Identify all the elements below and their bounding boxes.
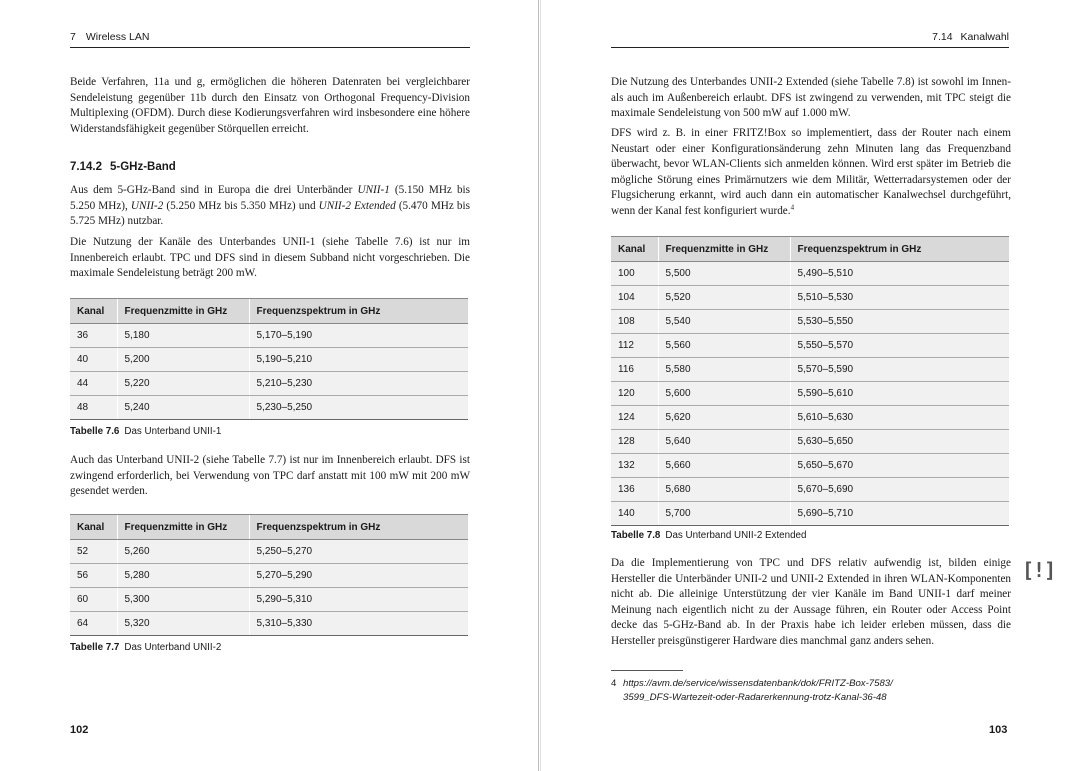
running-head-right — [611, 31, 1009, 48]
chapter-title: Wireless LAN — [85, 31, 150, 43]
intro-paragraph: Beide Verfahren, 11a und g, ermöglichen die höheren Datenraten bei vergleichbarer Sendeleistung gegenüber 11b durch den Einsatz von Orthogonal Frequency-Division Multiplexing (OFDM). Durch diese Kodierungsverfahren wird insbesondere eine höhere Widerstandsfähigkeit gegenüber Störquellen erreicht. — [70, 76, 470, 135]
column-header: Kanal — [70, 515, 117, 540]
cell-frequenzmitte: 5,660 — [658, 454, 790, 478]
cell-frequenzmitte: 5,580 — [658, 358, 790, 382]
cell-kanal: 116 — [611, 358, 658, 382]
caption-label: Tabelle 7.6 — [70, 426, 120, 437]
table-row — [611, 262, 1009, 286]
right-page — [540, 0, 1080, 771]
term-unii2: UNII-2 — [130, 199, 164, 212]
cell-frequenzspektrum: 5,610–5,630 — [790, 406, 1009, 430]
caption-text: Das Unterband UNII-2 — [124, 642, 222, 653]
cell-frequenzmitte: 5,700 — [658, 502, 790, 526]
cell-kanal: 100 — [611, 262, 658, 286]
cell-kanal: 124 — [611, 406, 658, 430]
cell-frequenzspektrum: 5,630–5,650 — [790, 430, 1009, 454]
table-row — [70, 540, 468, 564]
table-row — [70, 564, 468, 588]
table-row — [611, 454, 1009, 478]
cell-frequenzspektrum: 5,270–5,290 — [249, 564, 468, 588]
cell-kanal: 128 — [611, 430, 658, 454]
cell-frequenzmitte: 5,240 — [117, 396, 249, 420]
cell-frequenzmitte: 5,220 — [117, 372, 249, 396]
table-row — [70, 324, 468, 348]
table-unii2-extended — [611, 236, 1009, 526]
caption-label: Tabelle 7.8 — [611, 530, 661, 541]
cell-kanal: 104 — [611, 286, 658, 310]
cell-frequenzspektrum: 5,670–5,690 — [790, 478, 1009, 502]
cell-kanal: 136 — [611, 478, 658, 502]
footnote-url-line: 3599_DFS-Wartezeit-oder-Radarerkennung-trotz-Kanal-36-48 — [623, 691, 887, 703]
column-header: Frequenzmitte in GHz — [658, 237, 790, 262]
cell-frequenzspektrum: 5,590–5,610 — [790, 382, 1009, 406]
cell-frequenzspektrum: 5,210–5,230 — [249, 372, 468, 396]
cell-kanal: 60 — [70, 588, 117, 612]
footnote-link[interactable] — [623, 677, 1011, 704]
cell-frequenzspektrum: 5,230–5,250 — [249, 396, 468, 420]
section-title: 5-GHz-Band — [109, 161, 176, 173]
paragraph-dfs — [611, 126, 1011, 220]
text-run: (5.250 MHz bis 5.350 MHz) und — [163, 199, 319, 212]
footnote-rule — [611, 670, 683, 671]
cell-kanal: 40 — [70, 348, 117, 372]
table-row — [611, 286, 1009, 310]
page-number-right: 103 — [989, 724, 1008, 736]
table-row — [70, 588, 468, 612]
table-row — [611, 358, 1009, 382]
table-header-row — [70, 515, 468, 540]
table-unii1 — [70, 298, 468, 420]
column-header: Frequenzspektrum in GHz — [249, 299, 468, 324]
cell-frequenzspektrum: 5,690–5,710 — [790, 502, 1009, 526]
cell-frequenzmitte: 5,540 — [658, 310, 790, 334]
table-caption — [611, 530, 806, 541]
table-row — [70, 612, 468, 636]
gutter-line — [538, 0, 539, 771]
table-row — [611, 406, 1009, 430]
cell-frequenzspektrum: 5,550–5,570 — [790, 334, 1009, 358]
cell-kanal: 64 — [70, 612, 117, 636]
section-heading — [70, 161, 176, 173]
caption-text: Das Unterband UNII-2 Extended — [665, 530, 807, 541]
footnote-url-line: https://avm.de/service/wissensdatenbank/dok/FRITZ-Box-7583/ — [623, 678, 893, 689]
table-row — [70, 348, 468, 372]
cell-frequenzspektrum: 5,530–5,550 — [790, 310, 1009, 334]
cell-frequenzspektrum: 5,510–5,530 — [790, 286, 1009, 310]
cell-kanal: 120 — [611, 382, 658, 406]
cell-frequenzspektrum: 5,290–5,310 — [249, 588, 468, 612]
table-row — [611, 334, 1009, 358]
table-row — [70, 396, 468, 420]
cell-kanal: 44 — [70, 372, 117, 396]
table-unii2 — [70, 514, 468, 636]
section-number: 7.14.2 — [70, 161, 102, 173]
page-number-left: 102 — [70, 724, 89, 736]
cell-frequenzspektrum: 5,170–5,190 — [249, 324, 468, 348]
table-row — [611, 430, 1009, 454]
table-row — [611, 478, 1009, 502]
column-header: Frequenzspektrum in GHz — [249, 515, 468, 540]
table-header-row — [70, 299, 468, 324]
paragraph-unii2: Auch das Unterband UNII-2 (siehe Tabelle 7.7) ist nur im Innenbereich erlaubt. DFS ist zwingend erforderlich, bei Verwendung von TPC darf anstatt mit 100 mW mit 200 mW gesendet werden. — [70, 454, 470, 498]
footnote — [611, 677, 1011, 704]
cell-frequenzspektrum: 5,570–5,590 — [790, 358, 1009, 382]
paragraph-manufacturers: Da die Implementierung von TPC und DFS relativ aufwendig ist, bilden einige Hersteller die Unterbänder UNII-2 und UNII-2 Extended in ihren WLAN-Komponenten nicht ab. Die alleinige Unterstützung der vier Kanäle im Band UNII-1 darf meiner Meinung nach eigentlich nicht zu der Aussage führen, ein Router oder Access Point decke das 5-GHz-Band ab. In der Praxis habe ich leider erleben müssen, dass die Hersteller preisgünstigerer Hardware dies manchmal ganz anders sehen. — [611, 557, 1011, 647]
column-header: Frequenzspektrum in GHz — [790, 237, 1009, 262]
cell-kanal: 48 — [70, 396, 117, 420]
paragraph-subbands — [70, 183, 470, 230]
cell-frequenzmitte: 5,600 — [658, 382, 790, 406]
running-head-left — [70, 31, 470, 48]
cell-kanal: 108 — [611, 310, 658, 334]
cell-frequenzmitte: 5,560 — [658, 334, 790, 358]
table-row — [611, 502, 1009, 526]
paragraph-unii2-extended: Die Nutzung des Unterbandes UNII-2 Extended (siehe Tabelle 7.8) ist sowohl im Innen- als auch im Außenbereich erlaubt. DFS ist zwingend zu verwenden, mit TPC steigt die maximale Sendeleistung von 500 mW auf 1.000 mW. — [611, 76, 1011, 120]
text-run: (5.150 MHz bis 5.250 MHz), — [70, 184, 471, 212]
text-run: DFS wird z. B. in einer FRITZ!Box so implementiert, dass der Router nach einem Neustart oder einer Konfigurationsänderung zehn Minuten lang das Frequenzband überwacht, bevor WLAN-Clients sich anmelden können. Wird erst später im Betrieb die mögliche Störung eines Primärnutzers wie dem Militär, Wetterradarsystemen oder der Flugsicherung erkannt, wird auch dann ein automatischer Kanalwechsel durchgeführt, wenn der Kanal fest konfiguriert wurde. — [611, 127, 1011, 217]
cell-kanal: 132 — [611, 454, 658, 478]
cell-frequenzspektrum: 5,310–5,330 — [249, 612, 468, 636]
cell-kanal: 112 — [611, 334, 658, 358]
caption-label: Tabelle 7.7 — [70, 642, 120, 653]
table-row — [611, 382, 1009, 406]
column-header: Kanal — [70, 299, 117, 324]
caption-text: Das Unterband UNII-1 — [124, 426, 222, 437]
text-run: (5.470 MHz bis 5.725 MHz) nutzbar. — [70, 199, 470, 228]
left-page — [0, 0, 538, 771]
note-icon: [!] — [1022, 558, 1056, 582]
cell-frequenzmitte: 5,640 — [658, 430, 790, 454]
cell-frequenzmitte: 5,260 — [117, 540, 249, 564]
term-unii1: UNII-1 — [357, 184, 390, 196]
cell-kanal: 56 — [70, 564, 117, 588]
cell-frequenzmitte: 5,180 — [117, 324, 249, 348]
table-row — [611, 310, 1009, 334]
cell-frequenzmitte: 5,520 — [658, 286, 790, 310]
table-header-row — [611, 237, 1009, 262]
term-unii2-extended: UNII-2 Extended — [318, 199, 396, 212]
column-header: Frequenzmitte in GHz — [117, 299, 249, 324]
cell-frequenzmitte: 5,320 — [117, 612, 249, 636]
column-header: Kanal — [611, 237, 658, 262]
footnote-number: 4 — [611, 678, 617, 689]
cell-frequenzmitte: 5,620 — [658, 406, 790, 430]
cell-frequenzmitte: 5,500 — [658, 262, 790, 286]
column-header: Frequenzmitte in GHz — [117, 515, 249, 540]
cell-frequenzmitte: 5,280 — [117, 564, 249, 588]
footnote-reference[interactable]: 4 — [790, 203, 795, 212]
cell-frequenzspektrum: 5,190–5,210 — [249, 348, 468, 372]
text-run: Aus dem 5-GHz-Band sind in Europa die drei Unterbänder — [70, 184, 358, 196]
cell-frequenzmitte: 5,200 — [117, 348, 249, 372]
cell-frequenzmitte: 5,680 — [658, 478, 790, 502]
cell-kanal: 52 — [70, 540, 117, 564]
table-row — [70, 372, 468, 396]
cell-frequenzspektrum: 5,490–5,510 — [790, 262, 1009, 286]
chapter-number: 7 — [70, 31, 76, 43]
cell-kanal: 36 — [70, 324, 117, 348]
table-caption — [70, 426, 221, 437]
section-number: 7.14 — [932, 31, 953, 43]
cell-frequenzspektrum: 5,250–5,270 — [249, 540, 468, 564]
table-caption — [70, 642, 221, 653]
cell-frequenzspektrum: 5,650–5,670 — [790, 454, 1009, 478]
section-title: Kanalwahl — [960, 31, 1009, 43]
cell-kanal: 140 — [611, 502, 658, 526]
cell-frequenzmitte: 5,300 — [117, 588, 249, 612]
paragraph-unii1: Die Nutzung der Kanäle des Unterbandes UNII-1 (siehe Tabelle 7.6) ist nur im Innenbereich erlaubt. TPC und DFS sind in diesem Subband nicht vorgeschrieben. Die maximale Sendeleistung beträgt 200 mW. — [70, 236, 470, 280]
